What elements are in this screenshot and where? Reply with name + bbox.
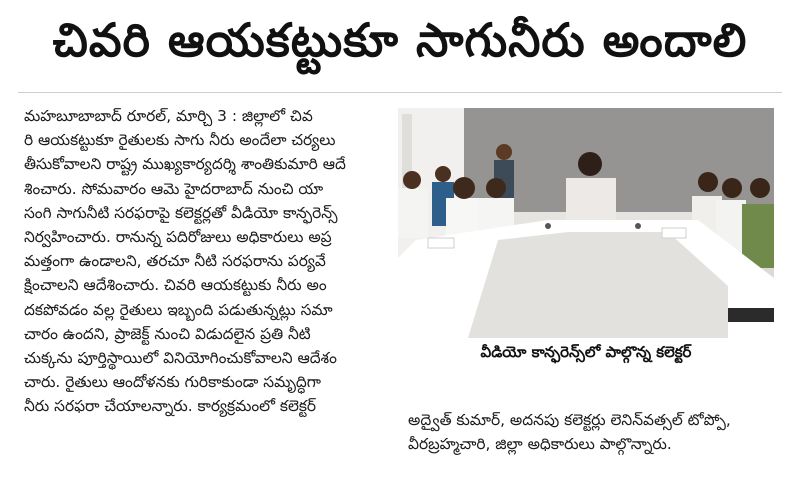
body-line: చుక్కను పూర్తిస్థాయిలో వినియోగించుకోవాలని ఆదేశం [24,349,337,368]
body-line: రి ఆయకట్టుకూ రైతులకు సాగు నీరు అందేలా చర్యలు [24,131,336,150]
body-line: చారం ఉందని, ప్రాజెక్ట్‌ నుంచి విడుదలైన ప్రతి నీటి [24,324,311,343]
body-line: సంగి సాగునీటి సరఫరాపై కలెక్టర్లతో వీడియో కాన్ఫరెన్స్‌ [24,203,338,222]
article-body [24,104,396,419]
headline: చివరి ఆయకట్టుకూ సాగునీరు అందాలి [52,13,748,67]
body-line: శించారు. సోమవారం ఆమె హైదరాబాద్‌ నుంచి యా [24,179,324,198]
body-line: నిర్వహించారు. రానున్న పదిరోజులు అధికారులు అప్ర [24,228,332,247]
body-line: దకపోవడం వల్ల రైతులు ఇబ్బంది పడుతున్నట్లు సమా [24,300,333,319]
body-line: నీరు సరఫరా చేయాలన్నారు. కార్యక్రమంలో కలెక్టర్‌ [24,397,317,416]
news-photo [398,108,774,338]
body-line: మహబూబాబాద్‌ రూరల్‌, మార్చి 3 : జిల్లాలో చివ [24,107,313,125]
body-line: మత్తంగా ఉండాలని, తరచూ నీటి సరఫరాను పర్యవే [24,252,326,271]
body-line: చారు. రైతులు ఆందోళనకు గురికాకుండా సమృద్ధిగా [24,373,321,392]
body-line: క్షించాలని ఆదేశించారు. చివరి ఆయకట్టుకు నీరు అం [24,276,327,295]
body-line: వీరబ్రహ్మచారి, జిల్లా అధికారులు పాల్గొన్నారు. [408,435,672,454]
photo-caption: వీడియో కాన్ఫరెన్స్‌లో పాల్గొన్న కలెక్టర్‌ [480,343,692,361]
headline-divider [18,92,782,93]
body-line: అద్వైత్‌ కుమార్‌, అదనపు కలెక్టర్లు లెనిన్‌వత్సల్‌ టోప్పో, [408,411,731,429]
body-line: తీసుకోవాలని రాష్ట్ర ముఖ్యకార్యదర్శి శాంతికుమారి ఆదే [24,155,346,174]
article-continuation [408,408,780,456]
